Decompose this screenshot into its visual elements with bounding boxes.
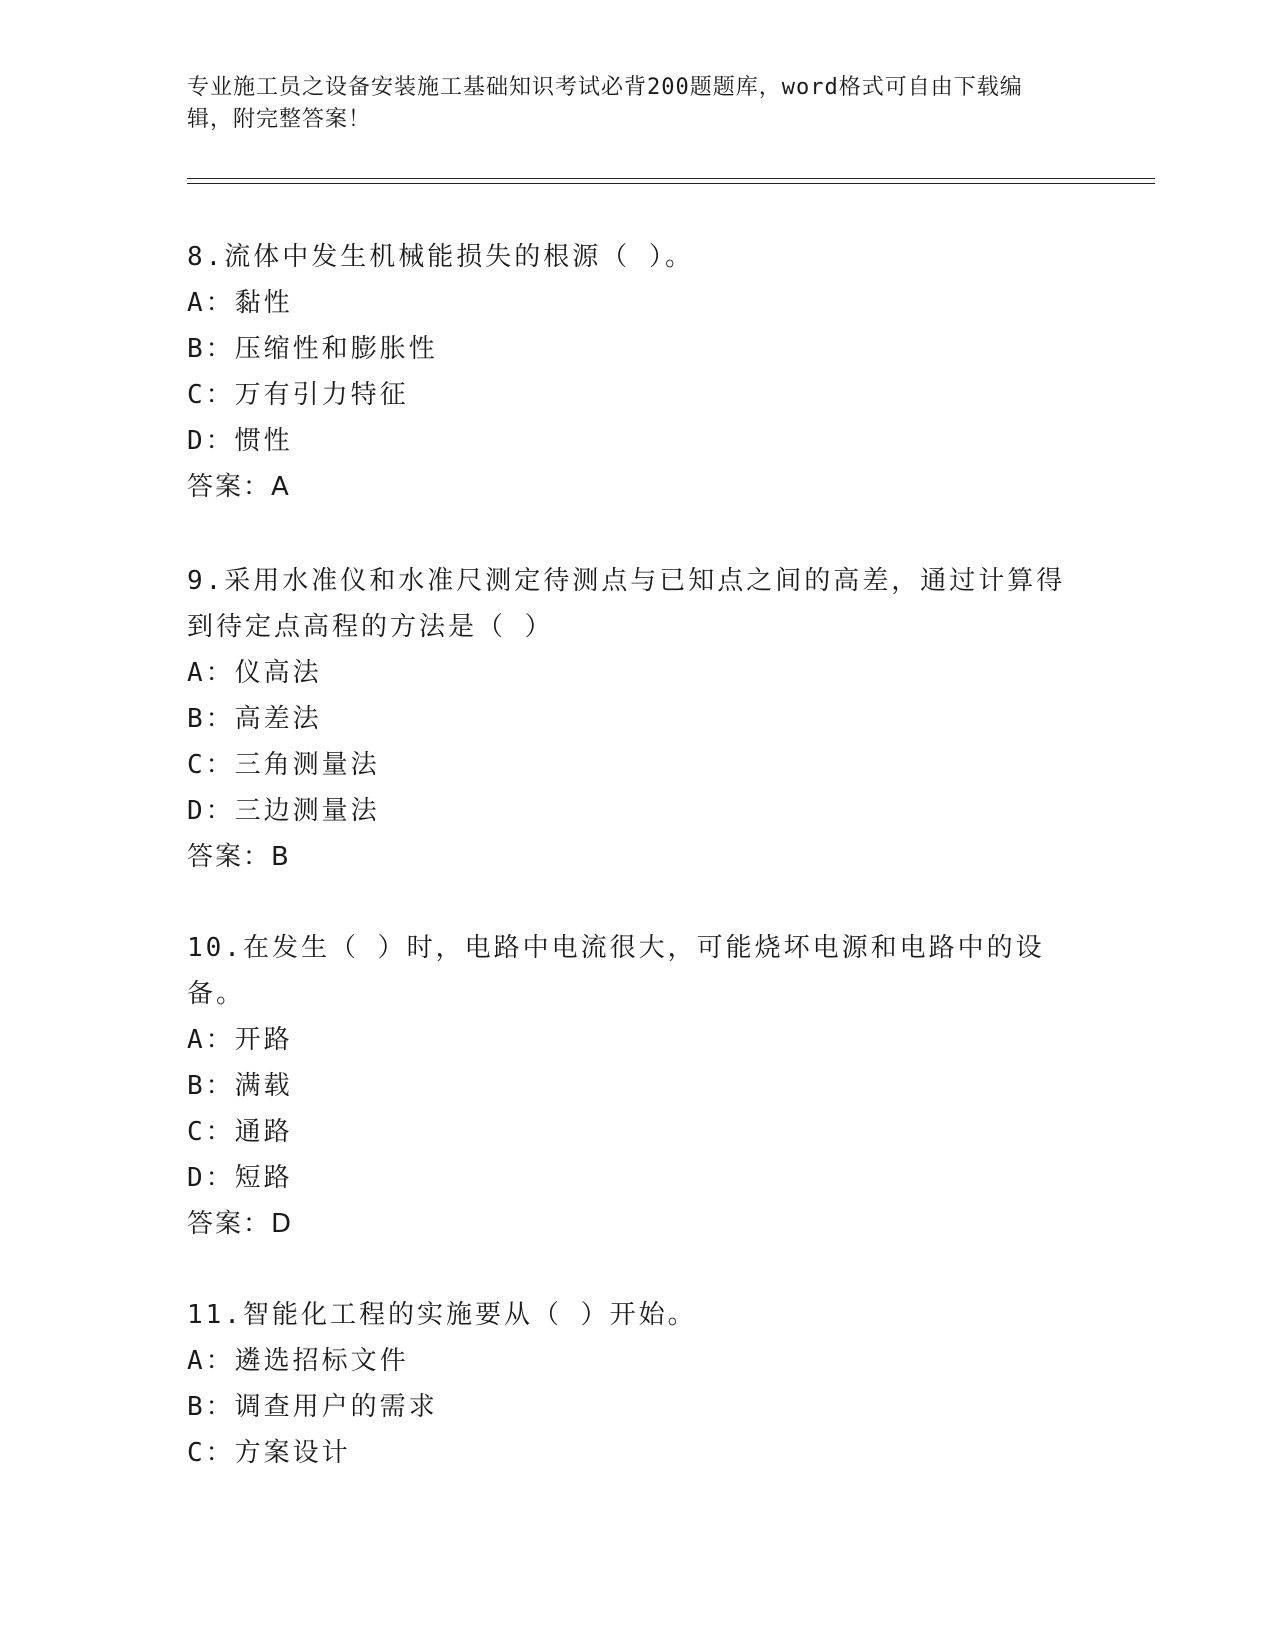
question-stem: 11.智能化工程的实施要从（ ）开始。 (187, 1300, 697, 1330)
option-a: A：仪高法 (187, 658, 322, 688)
question-stem: 8.流体中发生机械能损失的根源（ ）。 (187, 242, 694, 272)
answer: 答案：A (187, 472, 291, 502)
question-9 (187, 558, 1067, 880)
option-b: B：高差法 (187, 704, 322, 734)
option-c: C：万有引力特征 (187, 380, 409, 410)
option-d: D：短路 (187, 1163, 293, 1193)
answer: 答案：D (187, 1209, 294, 1239)
document-header: 专业施工员之设备安装施工基础知识考试必背200题题库，word格式可自由下载编辑，附完整答案！ (187, 75, 1023, 132)
option-d: D：惯性 (187, 426, 293, 456)
question-8 (187, 234, 1067, 510)
option-a: A：遴选招标文件 (187, 1346, 409, 1376)
option-b: B：压缩性和膨胀性 (187, 334, 438, 364)
option-a: A：黏性 (187, 288, 293, 318)
option-a: A：开路 (187, 1025, 293, 1055)
option-b: B：调查用户的需求 (187, 1392, 438, 1422)
question-stem: 10.在发生（ ）时，电路中电流很大，可能烧坏电源和电路中的设备。 (187, 933, 1045, 1009)
option-b: B：满载 (187, 1071, 293, 1101)
question-10 (187, 925, 1067, 1247)
option-d: D：三边测量法 (187, 796, 380, 826)
answer: 答案：B (187, 842, 291, 872)
option-c: C：三角测量法 (187, 750, 380, 780)
option-c: C：方案设计 (187, 1438, 351, 1468)
header-divider-bottom (187, 183, 1155, 184)
question-stem: 9.采用水准仪和水准尺测定待测点与已知点之间的高差，通过计算得到待定点高程的方法是（ ） (187, 566, 1066, 642)
header-divider-top (187, 178, 1155, 179)
option-c: C：通路 (187, 1117, 293, 1147)
question-11 (187, 1292, 1067, 1476)
